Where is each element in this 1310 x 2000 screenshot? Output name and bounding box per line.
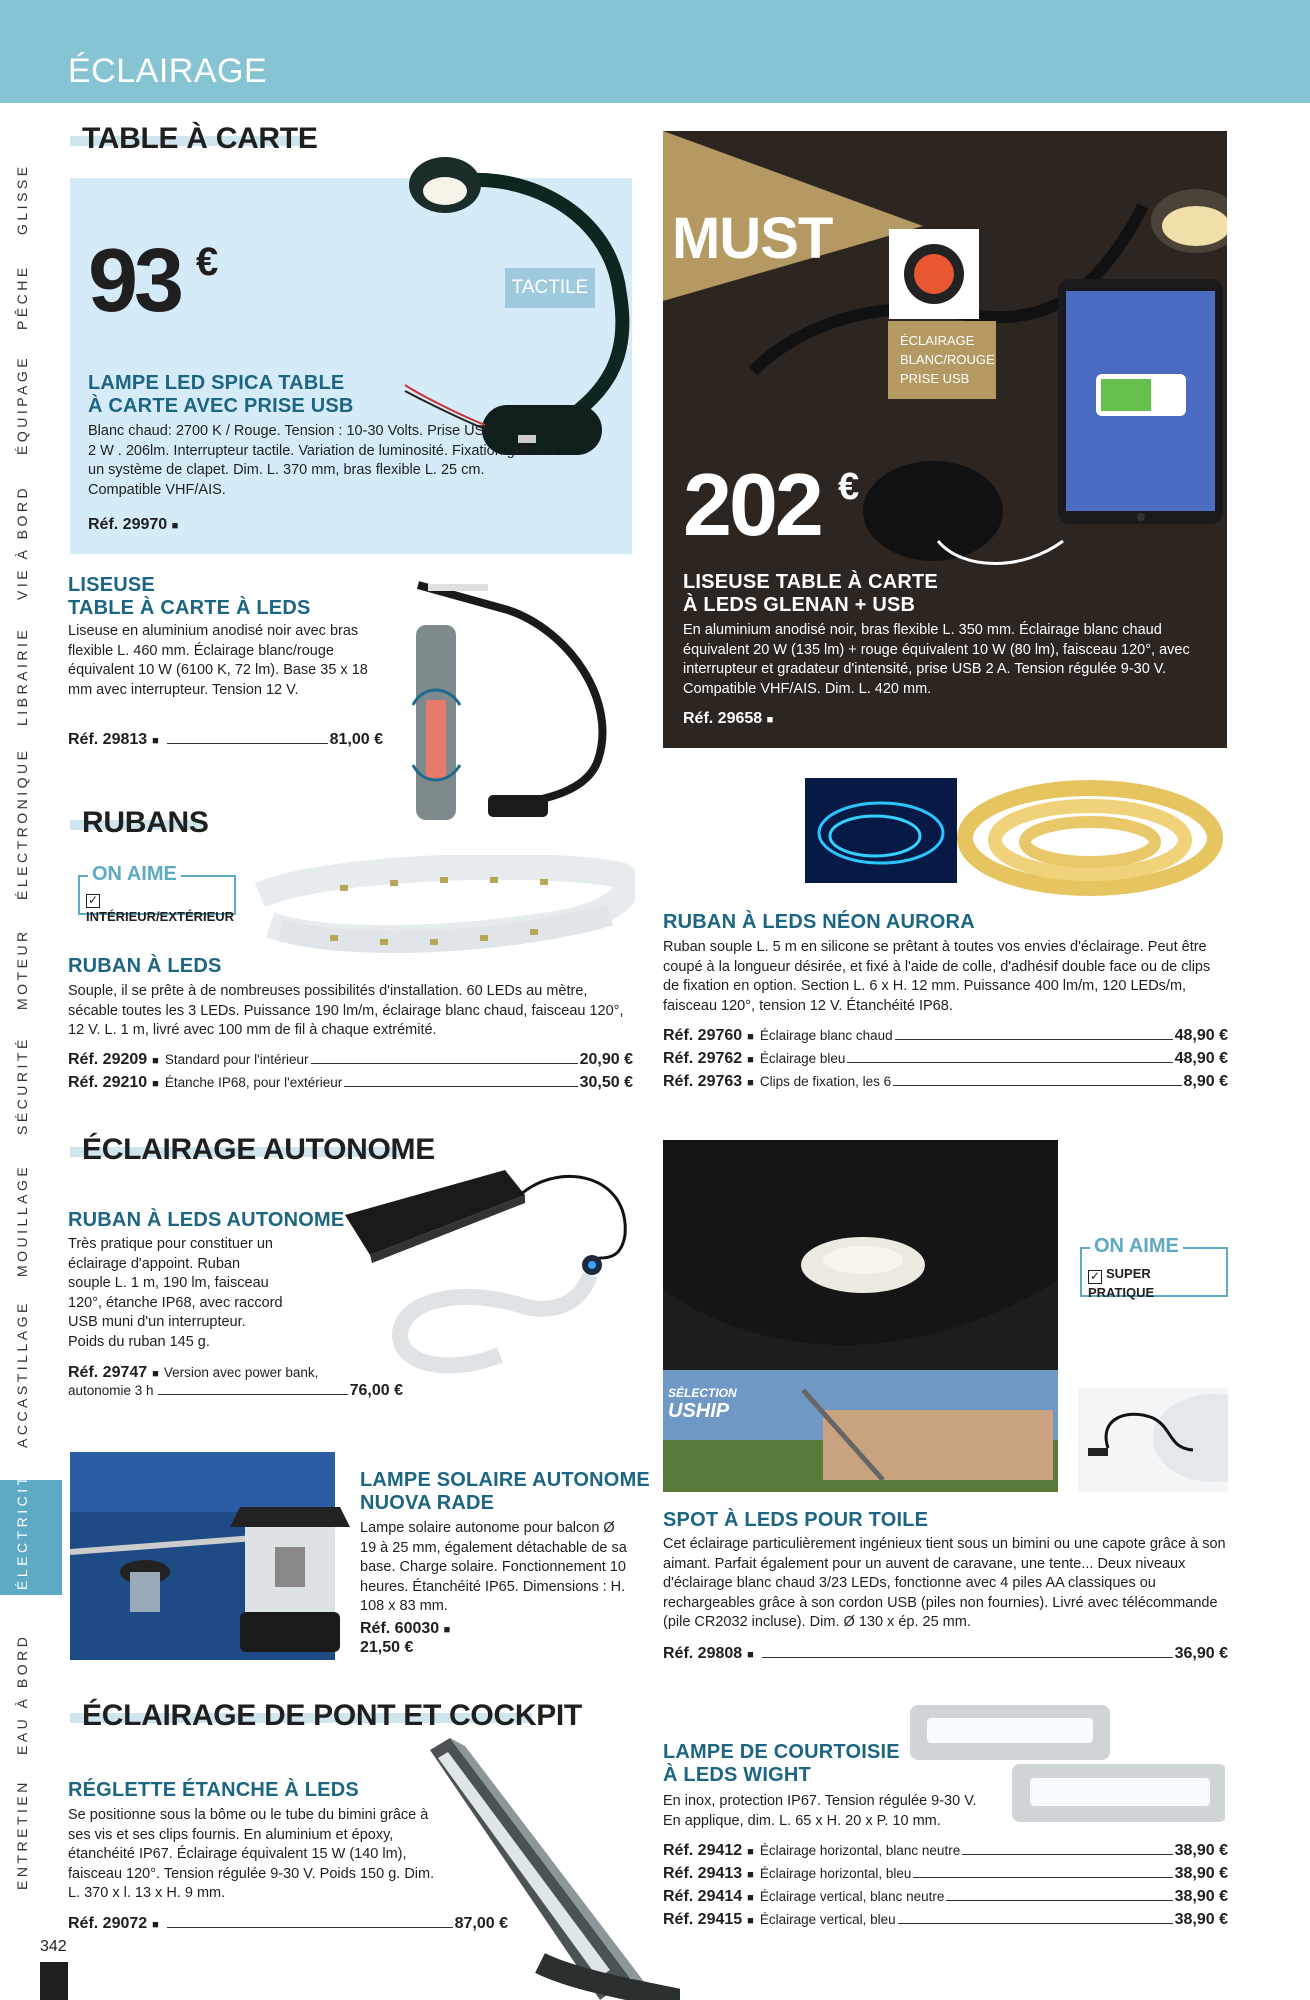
- ruban-on-aime-label: INTÉRIEUR/EXTÉRIEUR: [86, 909, 235, 924]
- reglette-title: RÉGLETTE ÉTANCHE À LEDS: [68, 1779, 359, 1801]
- solaire-title-line-2: NUOVA RADE: [360, 1492, 495, 1514]
- liseuse-title: [68, 574, 311, 620]
- spot-description: Cet éclairage particulièrement ingénieux tient sous un bimini ou une capote grâce à son aimant. Parfait également pour un auvent de caravane, une tente... Deux niveaux d'éclairage blanc chaud 3/23 LEDs, fonctionne avec 4 piles AA classiques ou rechargeables grâce à son cordon USB (piles non fournies). Livré avec télécommande (pile CR2032 incluse). Dim. Ø 130 x ép. 25 mm.: [663, 1536, 1226, 1630]
- liseuse-title-line-2: TABLE À CARTE À LEDS: [68, 597, 311, 619]
- must-badge-line-2: BLANC/ROUGE: [900, 352, 995, 367]
- side-nav-item-electronique[interactable]: ÉLECTRONIQUE: [14, 747, 30, 900]
- courtoisie-ref-line: Réf. 29412 ■ Éclairage horizontal, blanc neutre 38,90 €: [663, 1842, 1228, 1859]
- liseuse-ref: Réf. 29813: [68, 731, 148, 748]
- courtoisie-ref-line: Réf. 29413 ■ Éclairage horizontal, bleu 38,90 €: [663, 1865, 1228, 1882]
- side-nav-item-accastillage[interactable]: ACCASTILLAGE: [14, 1300, 30, 1448]
- courtoisie-title: [663, 1741, 900, 1787]
- liseuse-title-line-1: LISEUSE: [68, 574, 155, 596]
- page-title: ÉCLAIRAGE: [68, 52, 268, 90]
- spot-toile-image: [663, 1140, 1058, 1492]
- side-nav-item-glisse[interactable]: GLISSE: [14, 163, 30, 235]
- spot-ref-line: Réf. 29808 ■ 36,90 €: [663, 1643, 1228, 1666]
- solaire-lamp-image: [70, 1452, 350, 1660]
- side-nav-item-moteur[interactable]: MOTEUR: [14, 928, 30, 1010]
- ruban-on-aime-badge: [78, 863, 236, 924]
- solaire-ref-block: Réf. 60030 ■ 21,50 €: [360, 1620, 451, 1656]
- ruban-leds-image: [250, 855, 635, 965]
- side-nav-item-vie-a-bord[interactable]: VIE À BORD: [14, 484, 30, 600]
- spot-cable-image: [1078, 1388, 1228, 1492]
- spot-selection-badge: [668, 1384, 737, 1420]
- neon-ref-line: Réf. 29760 ■ Éclairage blanc chaud 48,90 €: [663, 1027, 1228, 1044]
- spot-on-aime-title: ON AIME: [1090, 1235, 1183, 1258]
- page-number: 342: [40, 1938, 67, 1955]
- spica-badge-tactile: TACTILE: [505, 268, 595, 308]
- spica-description: Blanc chaud: 2700 K / Rouge. Tension : 10-30 Volts. Prise USB 5 V - 2 A 2 W . 206lm. Interrupteur tactile. Variation de luminosité. Fixation grâce à un système de clapet. Dim. L. 370 mm, bras flexible L. 25 cm. Compatible VHF/AIS.: [88, 423, 556, 498]
- side-nav-item-librairie[interactable]: LIBRAIRIE: [14, 626, 30, 726]
- section-heading-table-carte: TABLE À CARTE: [82, 122, 318, 155]
- must-title: [683, 571, 938, 617]
- ruban-autonome-image: [340, 1155, 640, 1390]
- liseuse-lamp-image: [408, 570, 648, 830]
- spot-on-aime-label: SUPER PRATIQUE: [1088, 1266, 1155, 1300]
- reglette-ref-line: Réf. 29072 ■ 87,00 €: [68, 1913, 508, 1936]
- ruban-leds-ref-line: Réf. 29210 ■ Étanche IP68, pour l'extérieur 30,50 €: [68, 1074, 633, 1091]
- side-nav-active-marker: [0, 1480, 62, 1595]
- page-tab: [40, 1962, 68, 2000]
- courtoisie-refs: [663, 1840, 1228, 1932]
- section-heading-pont-cockpit: ÉCLAIRAGE DE PONT ET COCKPIT: [82, 1699, 582, 1732]
- reglette-price: 87,00 €: [454, 1915, 508, 1932]
- neon-ref-line: Réf. 29763 ■ Clips de fixation, les 6 8,90 €: [663, 1073, 1228, 1090]
- reglette-image: [420, 1738, 680, 2000]
- checkbox-icon: ✓: [87, 893, 99, 907]
- ruban-leds-title: RUBAN À LEDS: [68, 955, 222, 977]
- side-nav-item-eau-a-bord[interactable]: EAU À BORD: [14, 1633, 30, 1755]
- spica-ref: Réf. 29970 ■: [88, 516, 179, 533]
- neon-description: Ruban souple L. 5 m en silicone se prêtant à toutes vos envies d'éclairage. Peut être coupé à la longueur désirée, et fixé à l'aide de colle, d'adhésif double face ou de clips de fixation en option. Section L. 6 x H. 12 mm. Puissance 400 lm/m, 120 LEDs/m, faisceau 120°, tension 12 V. Étanchéité IP68.: [663, 939, 1211, 1014]
- solaire-ref: Réf. 60030: [360, 1620, 440, 1637]
- spica-price: 93: [88, 231, 181, 331]
- courtoisie-ref-line: Réf. 29415 ■ Éclairage vertical, bleu 38,90 €: [663, 1911, 1228, 1928]
- solaire-title: [360, 1469, 650, 1515]
- spot-title: SPOT À LEDS POUR TOILE: [663, 1509, 929, 1531]
- liseuse-ref-line: Réf. 29813 ■ 81,00 €: [68, 729, 383, 752]
- must-badge-line-3: PRISE USB: [900, 371, 970, 386]
- checkbox-icon: ✓: [1089, 1269, 1101, 1283]
- liseuse-description: Liseuse en aluminium anodisé noir avec bras flexible L. 460 mm. Éclairage blanc/rouge équivalent 10 W (6100 K, 72 lm). Base 35 x 18 mm avec interrupteur. Tension 12 V.: [68, 623, 368, 698]
- spot-selection-line-2: USHIP: [668, 1400, 730, 1422]
- ruban-leds-description: Souple, il se prête à de nombreuses possibilités d'installation. 60 LEDs au mètre, sécable toutes les 3 LEDs. Puissance 190 lm/m, éclairage blanc chaud, faisceau 120°, 12 V. L. 1 m, livré avec 100 mm de fil à chaque extrémité.: [68, 983, 624, 1038]
- neon-ref-line: Réf. 29762 ■ Éclairage bleu 48,90 €: [663, 1050, 1228, 1067]
- spot-ref: Réf. 29808: [663, 1645, 743, 1662]
- liseuse-price: 81,00 €: [329, 731, 383, 748]
- spica-title-line-2: À CARTE AVEC PRISE USB: [88, 395, 354, 417]
- spot-price: 36,90 €: [1174, 1645, 1228, 1662]
- reglette-description: Se positionne sous la bôme ou le tube du bimini grâce à ses vis et ses clips fournis. En aluminium et époxy, étanchéité IP67. Éclairage équivalent 15 W (140 lm), faisceau 120°. Tension régulée 9-30 V. Poids 150 g. Dim. L. 370 x l. 13 x H. 9 mm.: [68, 1807, 435, 1901]
- neon-ruban-image: [805, 778, 1227, 903]
- side-nav-item-entretien[interactable]: ENTRETIEN: [14, 1779, 30, 1890]
- spica-currency: €: [196, 240, 219, 284]
- ruban-autonome-ref-line: Réf. 29747 ■ Version avec power bank, autonomie 3 h 76,00 €: [68, 1364, 403, 1399]
- side-nav-item-securite[interactable]: SÉCURITÉ: [14, 1036, 30, 1135]
- ruban-leds-refs: [68, 1049, 633, 1095]
- courtoisie-description: En inox, protection IP67. Tension régulée 9-30 V. En applique, dim. L. 65 x H. 20 x P. 10 mm.: [663, 1793, 977, 1829]
- courtoisie-ref-line: Réf. 29414 ■ Éclairage vertical, blanc neutre 38,90 €: [663, 1888, 1228, 1905]
- neon-refs: [663, 1025, 1228, 1094]
- ruban-on-aime-title: ON AIME: [88, 863, 181, 886]
- section-heading-autonome: ÉCLAIRAGE AUTONOME: [82, 1133, 435, 1166]
- must-title-line-1: LISEUSE TABLE À CARTE: [683, 571, 938, 593]
- side-nav-item-electricite[interactable]: [14, 1546, 30, 1590]
- spica-title: [88, 372, 354, 418]
- must-badge-line-1: ÉCLAIRAGE: [900, 333, 975, 348]
- side-nav-item-peche[interactable]: PÊCHE: [14, 264, 30, 330]
- must-currency: €: [838, 466, 860, 508]
- courtoisie-title-line-1: LAMPE DE COURTOISIE: [663, 1741, 900, 1763]
- side-nav-item-equipage[interactable]: ÉQUIPAGE: [14, 354, 30, 455]
- must-ref: Réf. 29658 ■: [683, 710, 774, 727]
- section-heading-rubans: RUBANS: [82, 806, 209, 839]
- ruban-leds-ref-line: Réf. 29209 ■ Standard pour l'intérieur 20,90 €: [68, 1051, 633, 1068]
- spot-on-aime-badge: [1080, 1235, 1228, 1300]
- must-description: En aluminium anodisé noir, bras flexible L. 350 mm. Éclairage blanc chaud équivalent 20 W (135 lm) + rouge équivalent 10 W (80 lm), faisceau 120°, avec interrupteur et gradateur d'intensité, prise USB 2 A. Tension régulée 9-30 V. Compatible VHF/AIS. Dim. L. 420 mm.: [683, 622, 1190, 697]
- solaire-title-line-1: LAMPE SOLAIRE AUTONOME: [360, 1469, 650, 1491]
- must-price: 202: [683, 455, 821, 554]
- must-badge: [888, 321, 996, 399]
- side-nav-item-mouillage[interactable]: MOUILLAGE: [14, 1163, 30, 1277]
- spot-selection-line-1: SÉLECTION: [668, 1386, 737, 1400]
- solaire-description: Lampe solaire autonome pour balcon Ø 19 à 25 mm, également détachable de sa base. Charge solaire. Fonctionnement 10 heures. Étanchéité IP65. Dimensions : H. 108 x 83 mm.: [360, 1520, 627, 1614]
- neon-title: RUBAN À LEDS NÉON AURORA: [663, 911, 975, 933]
- ruban-autonome-title: RUBAN À LEDS AUTONOME: [68, 1209, 345, 1231]
- solaire-price: 21,50 €: [360, 1639, 414, 1656]
- ruban-autonome-description: Très pratique pour constituer un éclairage d'appoint. Ruban souple L. 1 m, 190 lm, faisceau 120°, étanche IP68, avec raccord USB muni d'un interrupteur. Poids du ruban 145 g.: [68, 1236, 283, 1350]
- reglette-ref: Réf. 29072: [68, 1915, 148, 1932]
- courtoisie-title-line-2: À LEDS WIGHT: [663, 1764, 811, 1786]
- spica-lamp-image: [400, 145, 640, 465]
- spica-title-line-1: LAMPE LED SPICA TABLE: [88, 372, 345, 394]
- must-label: MUST: [672, 206, 833, 271]
- must-title-line-2: À LEDS GLENAN + USB: [683, 594, 916, 616]
